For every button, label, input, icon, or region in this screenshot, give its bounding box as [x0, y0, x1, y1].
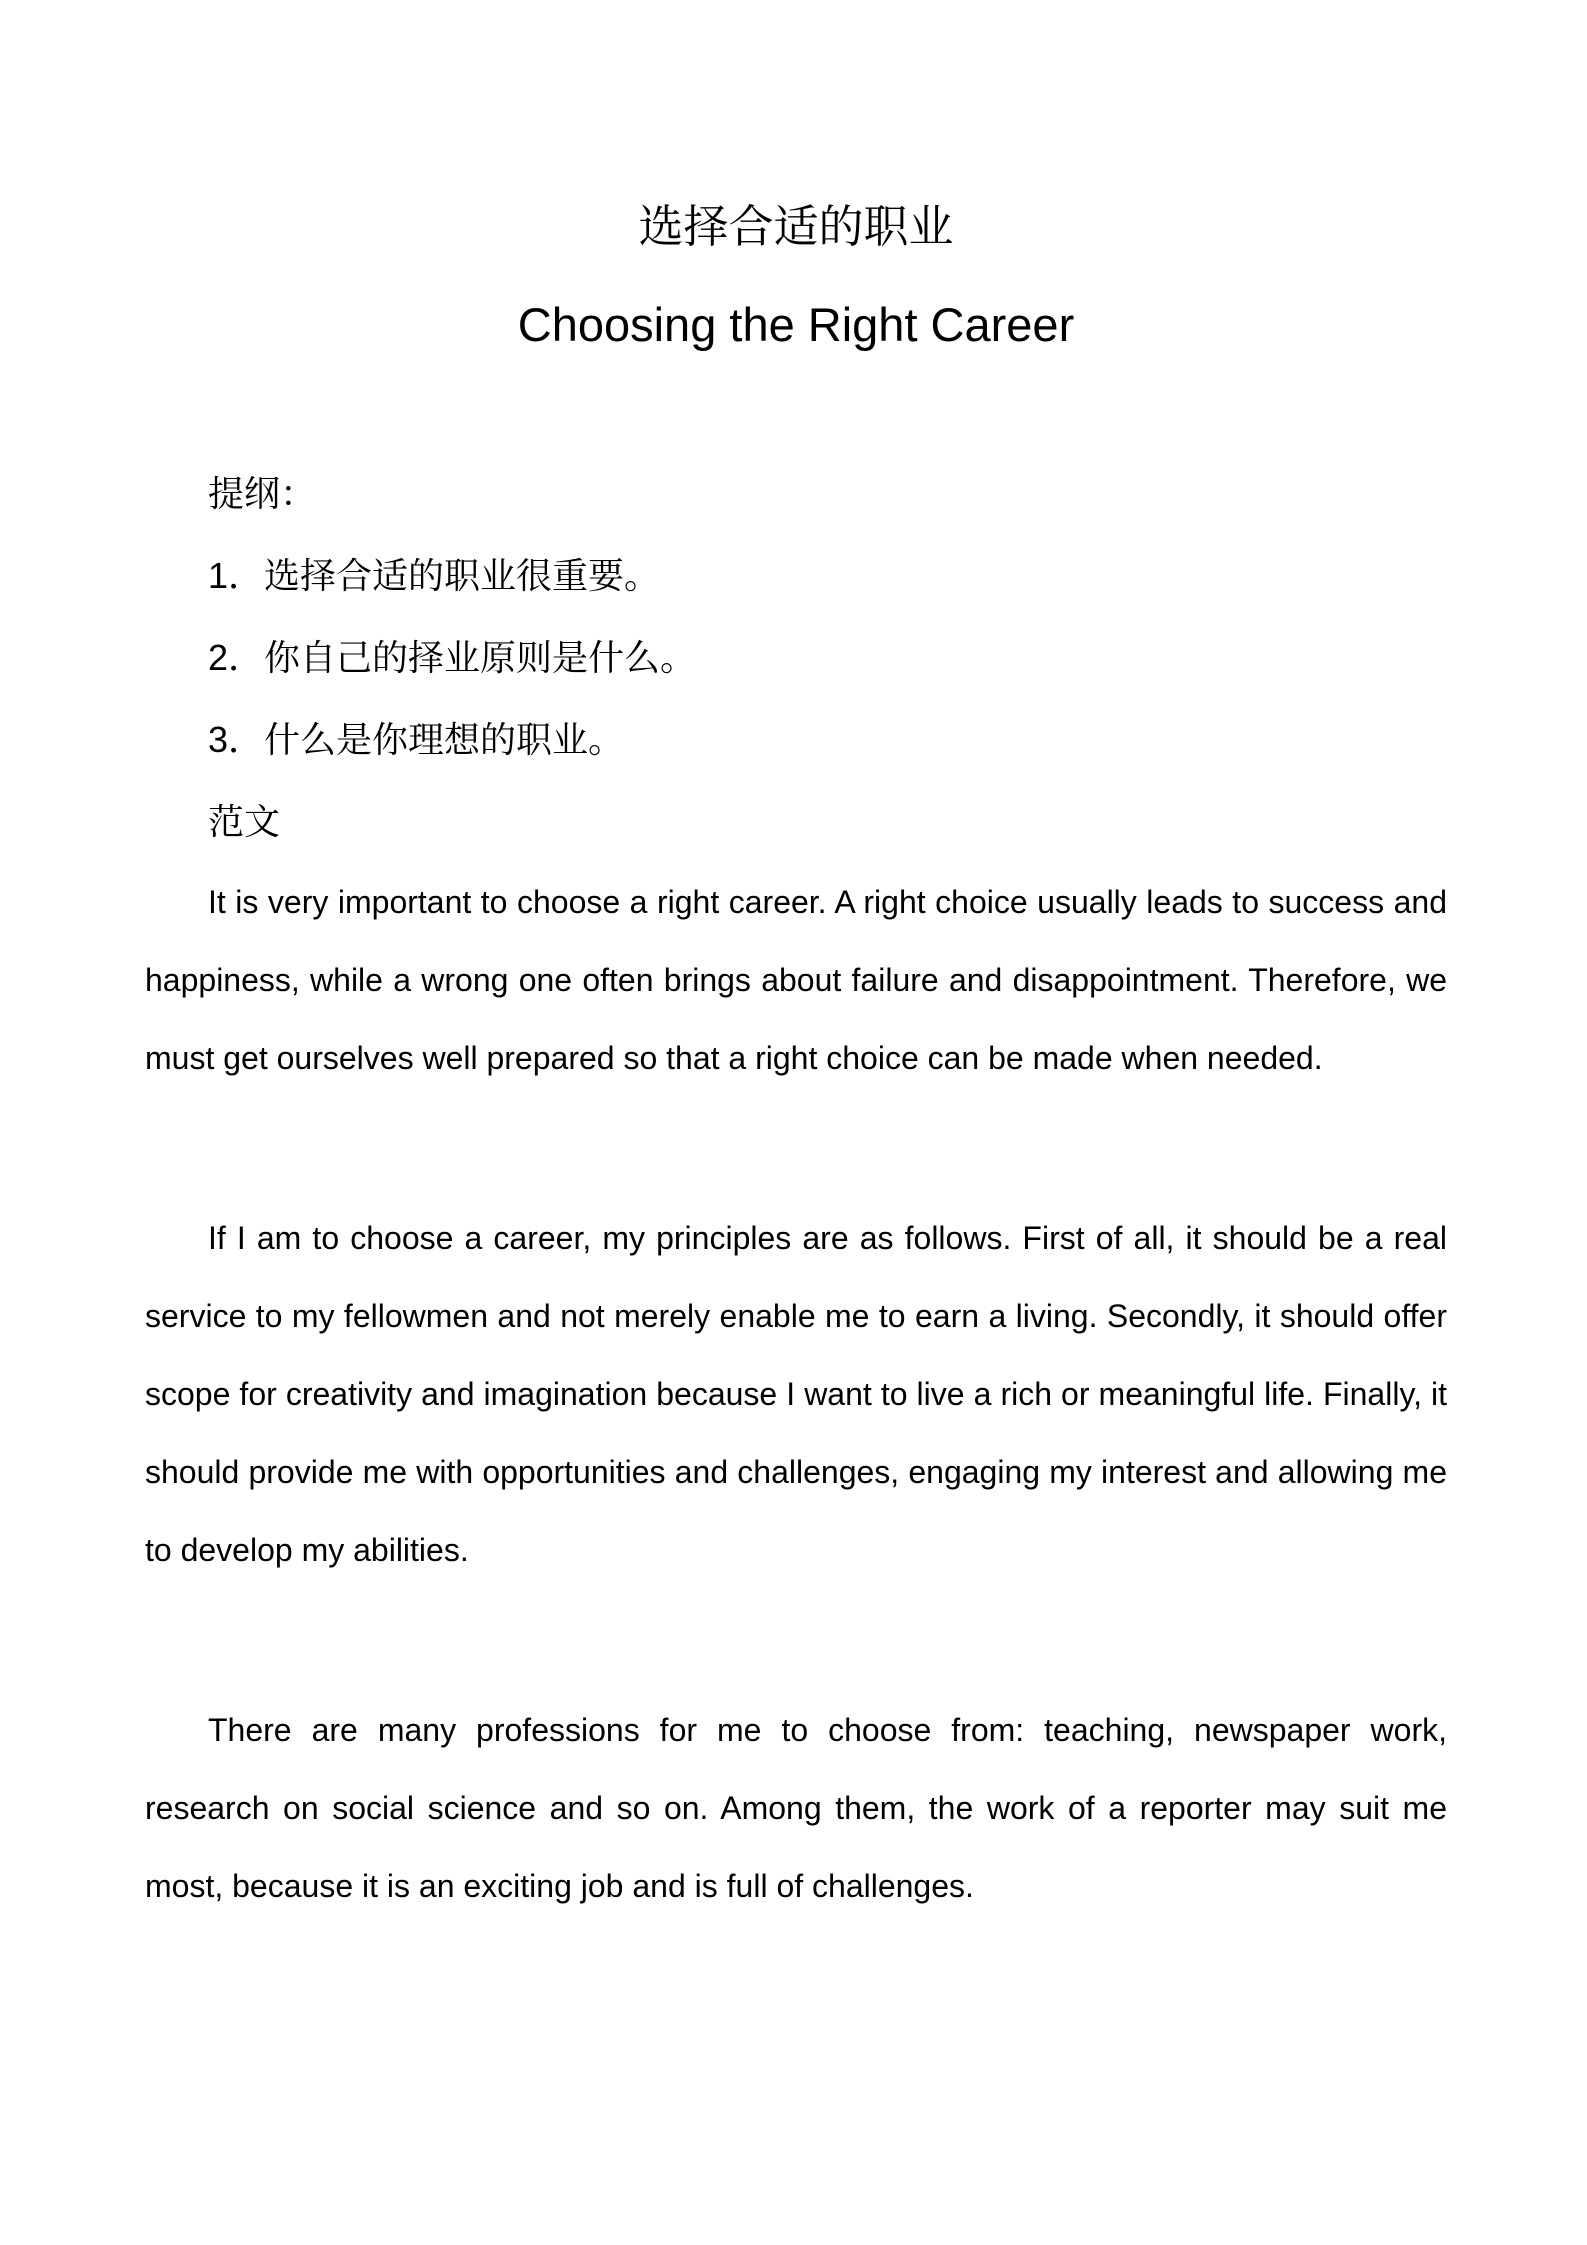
outline-heading: 提纲： — [208, 473, 317, 514]
outline-item-2: 2．你自己的择业原则是什么。 — [208, 637, 697, 678]
outline-section — [145, 453, 1447, 863]
essay-body — [145, 863, 1447, 1925]
essay-paragraph-3: There are many professions for me to choose from: teaching, newspaper work, research on social science and so on. Among them, the work of a reporter may suit me most, because it is an exciting job and is full of challenges. — [145, 1712, 1447, 1904]
essay-paragraph-2: If I am to choose a career, my principles are as follows. First of all, it should be a real service to my fellowmen and not merely enable me to earn a living. Secondly, it should offer scope for creativity and imagination because I want to live a rich or meaningful life. Finally, it should provide me with opportunities and challenges, engaging my interest and allowing me to develop my abilities. — [145, 1220, 1447, 1568]
outline-item-1: 1．选择合适的职业很重要。 — [208, 555, 661, 596]
document-title-chinese: 选择合适的职业 — [638, 201, 954, 252]
outline-item-3: 3．什么是你理想的职业。 — [208, 719, 625, 760]
sample-essay-label: 范文 — [208, 801, 281, 842]
essay-paragraph-1: It is very important to choose a right career. A right choice usually leads to success and happiness, while a wrong one often brings about failure and disappointment. Therefore, we must get ourselves well prepared so that a right choice can be made when needed. — [145, 884, 1447, 1076]
document-title-english: Choosing the Right Career — [517, 298, 1075, 351]
